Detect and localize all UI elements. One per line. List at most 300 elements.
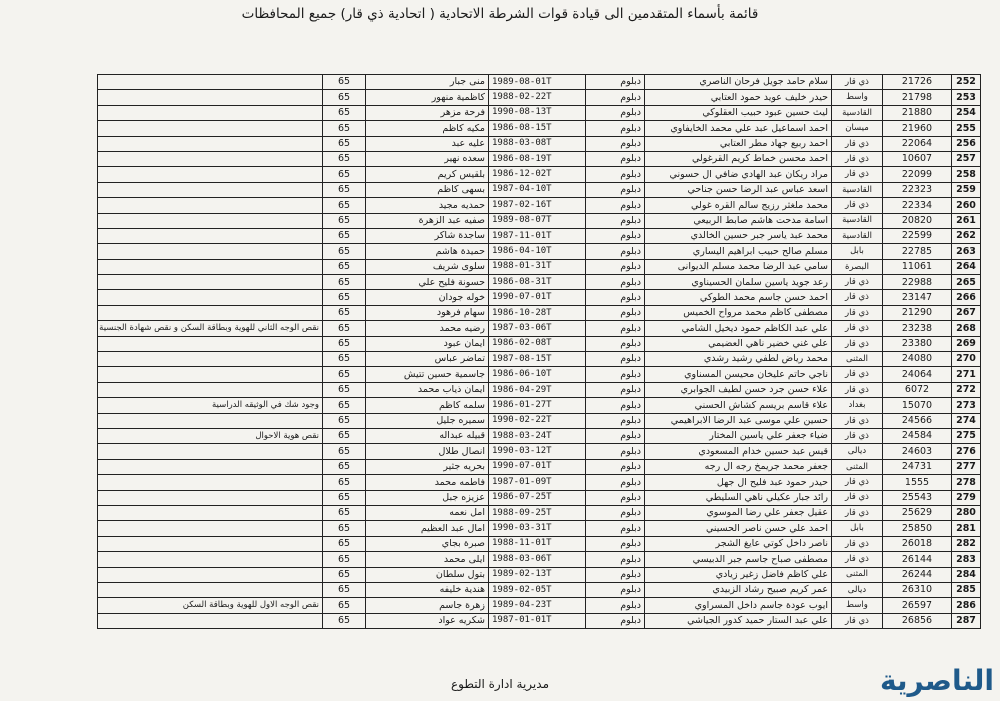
table-row <box>98 367 981 382</box>
birth-date-cell: 1990-03-12T <box>489 444 586 459</box>
mother-name-cell: ايمان ذياب محمد <box>366 382 489 397</box>
score-cell: 65 <box>323 290 366 305</box>
full-name-cell: عقيل جعفر علي رضا الموسوي <box>645 505 832 520</box>
table-row <box>98 582 981 597</box>
table-row <box>98 90 981 105</box>
birth-date-cell: 1990-07-01T <box>489 459 586 474</box>
note-cell <box>98 105 323 120</box>
birth-date-cell: 1987-01-01T <box>489 613 586 628</box>
province-cell: ميسان <box>832 121 883 136</box>
birth-date-cell: 1990-03-31T <box>489 521 586 536</box>
sequence-cell: 259 <box>952 182 981 197</box>
province-cell: ذي قار <box>832 136 883 151</box>
id-number-cell: 25850 <box>883 521 952 536</box>
qualification-cell: دبلوم <box>586 182 645 197</box>
qualification-cell: دبلوم <box>586 290 645 305</box>
table-row <box>98 244 981 259</box>
province-cell: القادسية <box>832 182 883 197</box>
score-cell: 65 <box>323 505 366 520</box>
score-cell: 65 <box>323 213 366 228</box>
qualification-cell: دبلوم <box>586 613 645 628</box>
birth-date-cell: 1988-09-25T <box>489 505 586 520</box>
qualification-cell: دبلوم <box>586 321 645 336</box>
qualification-cell: دبلوم <box>586 259 645 274</box>
note-cell: نقص هوية الاحوال <box>98 428 323 443</box>
score-cell: 65 <box>323 228 366 243</box>
province-cell: ذي قار <box>832 413 883 428</box>
table-row <box>98 105 981 120</box>
province-cell: القادسية <box>832 213 883 228</box>
full-name-cell: حسين علي موسى عبد الرضا الابراهيمي <box>645 413 832 428</box>
qualification-cell: دبلوم <box>586 151 645 166</box>
score-cell: 65 <box>323 444 366 459</box>
id-number-cell: 21798 <box>883 90 952 105</box>
province-cell: ذي قار <box>832 75 883 90</box>
qualification-cell: دبلوم <box>586 490 645 505</box>
sequence-cell: 278 <box>952 475 981 490</box>
birth-date-cell: 1988-01-31T <box>489 259 586 274</box>
mother-name-cell: انصال طلال <box>366 444 489 459</box>
table-row <box>98 598 981 613</box>
province-cell: القادسية <box>832 228 883 243</box>
score-cell: 65 <box>323 198 366 213</box>
note-cell <box>98 613 323 628</box>
birth-date-cell: 1986-08-15T <box>489 121 586 136</box>
full-name-cell: علي عبد الستار حميد كدور الجياشي <box>645 613 832 628</box>
note-cell <box>98 490 323 505</box>
table-row <box>98 552 981 567</box>
province-cell: ذي قار <box>832 490 883 505</box>
province-cell: ذي قار <box>832 305 883 320</box>
sequence-cell: 272 <box>952 382 981 397</box>
sequence-cell: 267 <box>952 305 981 320</box>
full-name-cell: حيدر حمود عبد فليح ال جهل <box>645 475 832 490</box>
province-cell: ديالى <box>832 582 883 597</box>
score-cell: 65 <box>323 321 366 336</box>
sequence-cell: 287 <box>952 613 981 628</box>
qualification-cell: دبلوم <box>586 475 645 490</box>
qualification-cell: دبلوم <box>586 336 645 351</box>
note-cell <box>98 336 323 351</box>
qualification-cell: دبلوم <box>586 598 645 613</box>
birth-date-cell: 1987-03-06T <box>489 321 586 336</box>
table-row <box>98 382 981 397</box>
sequence-cell: 268 <box>952 321 981 336</box>
note-cell <box>98 151 323 166</box>
province-cell: واسط <box>832 90 883 105</box>
birth-date-cell: 1989-02-05T <box>489 582 586 597</box>
sequence-cell: 254 <box>952 105 981 120</box>
mother-name-cell: فرحة مزهر <box>366 105 489 120</box>
birth-date-cell: 1988-03-06T <box>489 552 586 567</box>
mother-name-cell: صفيه عبد الزهرة <box>366 213 489 228</box>
sequence-cell: 286 <box>952 598 981 613</box>
note-cell <box>98 305 323 320</box>
sequence-cell: 269 <box>952 336 981 351</box>
full-name-cell: احمد حسن جاسم محمد الطوكي <box>645 290 832 305</box>
mother-name-cell: ايمان عبود <box>366 336 489 351</box>
province-cell: ذي قار <box>832 552 883 567</box>
birth-date-cell: 1987-02-16T <box>489 198 586 213</box>
qualification-cell: دبلوم <box>586 105 645 120</box>
birth-date-cell: 1987-01-09T <box>489 475 586 490</box>
note-cell <box>98 121 323 136</box>
province-cell: البصرة <box>832 259 883 274</box>
mother-name-cell: زهرة جاسم <box>366 598 489 613</box>
full-name-cell: مصطفى صباح جاسم جبر الدبيسي <box>645 552 832 567</box>
full-name-cell: ليث حسين عبود حبيب العقلوكي <box>645 105 832 120</box>
table-row <box>98 121 981 136</box>
province-cell: ذي قار <box>832 367 883 382</box>
note-cell <box>98 352 323 367</box>
full-name-cell: محمد عبد ياسر جبر حسين الخالدي <box>645 228 832 243</box>
id-number-cell: 24731 <box>883 459 952 474</box>
mother-name-cell: بحريه جثير <box>366 459 489 474</box>
id-number-cell: 21726 <box>883 75 952 90</box>
qualification-cell: دبلوم <box>586 305 645 320</box>
province-cell: ذي قار <box>832 382 883 397</box>
table-row <box>98 459 981 474</box>
full-name-cell: ضياء جعفر علي ياسين المختار <box>645 428 832 443</box>
score-cell: 65 <box>323 582 366 597</box>
score-cell: 65 <box>323 182 366 197</box>
score-cell: 65 <box>323 151 366 166</box>
note-cell <box>98 505 323 520</box>
birth-date-cell: 1986-07-25T <box>489 490 586 505</box>
birth-date-cell: 1986-04-29T <box>489 382 586 397</box>
note-cell <box>98 290 323 305</box>
table-row <box>98 336 981 351</box>
qualification-cell: دبلوم <box>586 382 645 397</box>
province-cell: ذي قار <box>832 167 883 182</box>
full-name-cell: ناجي حاتم عليخان محيسن المسناوي <box>645 367 832 382</box>
full-name-cell: رعد جويد ياسين سلمان الحسيناوي <box>645 275 832 290</box>
id-number-cell: 21880 <box>883 105 952 120</box>
province-cell: ذي قار <box>832 290 883 305</box>
mother-name-cell: حسونة فليح علي <box>366 275 489 290</box>
table-row <box>98 228 981 243</box>
note-cell: نقص الوجه الاول للهوية وبطاقة السكن <box>98 598 323 613</box>
qualification-cell: دبلوم <box>586 136 645 151</box>
mother-name-cell: رضيه محمد <box>366 321 489 336</box>
table-row <box>98 536 981 551</box>
province-cell: المثنى <box>832 459 883 474</box>
score-cell: 65 <box>323 459 366 474</box>
sequence-cell: 273 <box>952 398 981 413</box>
full-name-cell: مراد ريكان عبد الهادي ضافي ال حسوني <box>645 167 832 182</box>
sequence-cell: 282 <box>952 536 981 551</box>
note-cell <box>98 367 323 382</box>
birth-date-cell: 1988-03-08T <box>489 136 586 151</box>
full-name-cell: علاء حسن جرد حسن لطيف الجوابري <box>645 382 832 397</box>
province-cell: بغداد <box>832 398 883 413</box>
note-cell <box>98 136 323 151</box>
mother-name-cell: سميره جليل <box>366 413 489 428</box>
full-name-cell: علي عبد الكاظم حمود ديخيل الشامي <box>645 321 832 336</box>
id-number-cell: 23147 <box>883 290 952 305</box>
score-cell: 65 <box>323 536 366 551</box>
province-cell: ذي قار <box>832 536 883 551</box>
score-cell: 65 <box>323 598 366 613</box>
qualification-cell: دبلوم <box>586 428 645 443</box>
qualification-cell: دبلوم <box>586 521 645 536</box>
full-name-cell: علاء قاسم بريسم كشاش الحسني <box>645 398 832 413</box>
birth-date-cell: 1990-08-13T <box>489 105 586 120</box>
mother-name-cell: بتول سلطان <box>366 567 489 582</box>
id-number-cell: 26856 <box>883 613 952 628</box>
table-row <box>98 490 981 505</box>
full-name-cell: احمد محسن خماط كريم القرغولي <box>645 151 832 166</box>
full-name-cell: محمد ملغثر رزيج سالم القره غولي <box>645 198 832 213</box>
note-cell <box>98 567 323 582</box>
page-title: قائمة بأسماء المتقدمين الى قيادة قوات الشرطة الاتحادية ( اتحادية ذي قار) جميع المحافظات <box>241 6 759 22</box>
table-row <box>98 505 981 520</box>
full-name-cell: مسلم صالح حبيب ابراهيم اليساري <box>645 244 832 259</box>
id-number-cell: 22988 <box>883 275 952 290</box>
qualification-cell: دبلوم <box>586 244 645 259</box>
id-number-cell: 1555 <box>883 475 952 490</box>
applicants-table <box>97 74 981 629</box>
mother-name-cell: صبرة بجاي <box>366 536 489 551</box>
mother-name-cell: خوله جودان <box>366 290 489 305</box>
note-cell <box>98 167 323 182</box>
id-number-cell: 11061 <box>883 259 952 274</box>
mother-name-cell: بسهى كاظم <box>366 182 489 197</box>
footer-title: مديرية ادارة التطوع <box>451 677 549 691</box>
sequence-cell: 261 <box>952 213 981 228</box>
id-number-cell: 26597 <box>883 598 952 613</box>
id-number-cell: 26310 <box>883 582 952 597</box>
province-cell: ذي قار <box>832 321 883 336</box>
province-cell: القادسية <box>832 105 883 120</box>
table-row <box>98 413 981 428</box>
province-cell: ذي قار <box>832 428 883 443</box>
note-cell <box>98 536 323 551</box>
sequence-cell: 276 <box>952 444 981 459</box>
mother-name-cell: امل نعمه <box>366 505 489 520</box>
full-name-cell: احمد اسماعيل عبد علي محمد الخايفاوي <box>645 121 832 136</box>
province-cell: ذي قار <box>832 275 883 290</box>
birth-date-cell: 1986-12-02T <box>489 167 586 182</box>
birth-date-cell: 1986-06-10T <box>489 367 586 382</box>
qualification-cell: دبلوم <box>586 213 645 228</box>
note-cell <box>98 382 323 397</box>
province-cell: بابل <box>832 521 883 536</box>
birth-date-cell: 1989-02-13T <box>489 567 586 582</box>
note-cell <box>98 521 323 536</box>
table-row <box>98 259 981 274</box>
mother-name-cell: عزيزه جبل <box>366 490 489 505</box>
sequence-cell: 263 <box>952 244 981 259</box>
birth-date-cell: 1987-04-10T <box>489 182 586 197</box>
table-row <box>98 444 981 459</box>
table-row <box>98 321 981 336</box>
note-cell <box>98 275 323 290</box>
province-cell: ذي قار <box>832 198 883 213</box>
id-number-cell: 22099 <box>883 167 952 182</box>
sequence-cell: 262 <box>952 228 981 243</box>
province-cell: ذي قار <box>832 613 883 628</box>
table-row <box>98 613 981 628</box>
qualification-cell: دبلوم <box>586 567 645 582</box>
table-row <box>98 567 981 582</box>
id-number-cell: 24603 <box>883 444 952 459</box>
id-number-cell: 22599 <box>883 228 952 243</box>
birth-date-cell: 1987-08-15T <box>489 352 586 367</box>
mother-name-cell: حمديه مجيد <box>366 198 489 213</box>
watermark-logo: الناصرية <box>879 664 994 697</box>
score-cell: 65 <box>323 382 366 397</box>
mother-name-cell: عليه عبد <box>366 136 489 151</box>
score-cell: 65 <box>323 167 366 182</box>
id-number-cell: 23238 <box>883 321 952 336</box>
sequence-cell: 256 <box>952 136 981 151</box>
table-row <box>98 151 981 166</box>
full-name-cell: قيس عبد حسين خدام المسعودي <box>645 444 832 459</box>
full-name-cell: رائد جبار عكيلي ناهي السليطي <box>645 490 832 505</box>
note-cell: وجود شك في الوثيقه الدراسية <box>98 398 323 413</box>
id-number-cell: 22323 <box>883 182 952 197</box>
mother-name-cell: جاسمية حسين تتيش <box>366 367 489 382</box>
sequence-cell: 277 <box>952 459 981 474</box>
score-cell: 65 <box>323 244 366 259</box>
sequence-cell: 257 <box>952 151 981 166</box>
id-number-cell: 20820 <box>883 213 952 228</box>
full-name-cell: سامي عبد الرضا محمد مسلم الديوانى <box>645 259 832 274</box>
qualification-cell: دبلوم <box>586 552 645 567</box>
sequence-cell: 260 <box>952 198 981 213</box>
id-number-cell: 21290 <box>883 305 952 320</box>
sequence-cell: 280 <box>952 505 981 520</box>
mother-name-cell: منى جبار <box>366 75 489 90</box>
note-cell <box>98 552 323 567</box>
id-number-cell: 10607 <box>883 151 952 166</box>
sequence-cell: 275 <box>952 428 981 443</box>
mother-name-cell: سهام فرهود <box>366 305 489 320</box>
mother-name-cell: قبيله عبداله <box>366 428 489 443</box>
full-name-cell: علي كاظم فاضل زغير زيادي <box>645 567 832 582</box>
table-row <box>98 398 981 413</box>
id-number-cell: 24064 <box>883 367 952 382</box>
score-cell: 65 <box>323 352 366 367</box>
sequence-cell: 281 <box>952 521 981 536</box>
full-name-cell: احمد ربيع جهاد مطر العتابي <box>645 136 832 151</box>
id-number-cell: 25629 <box>883 505 952 520</box>
birth-date-cell: 1986-02-08T <box>489 336 586 351</box>
note-cell <box>98 475 323 490</box>
province-cell: المثنى <box>832 352 883 367</box>
table-row <box>98 213 981 228</box>
note-cell <box>98 582 323 597</box>
note-cell <box>98 228 323 243</box>
qualification-cell: دبلوم <box>586 198 645 213</box>
sequence-cell: 258 <box>952 167 981 182</box>
table-row <box>98 305 981 320</box>
full-name-cell: ايوب عودة جاسم داخل المسراوي <box>645 598 832 613</box>
id-number-cell: 22064 <box>883 136 952 151</box>
province-cell: المثنى <box>832 567 883 582</box>
birth-date-cell: 1990-07-01T <box>489 290 586 305</box>
score-cell: 65 <box>323 275 366 290</box>
table-row <box>98 167 981 182</box>
qualification-cell: دبلوم <box>586 352 645 367</box>
qualification-cell: دبلوم <box>586 121 645 136</box>
id-number-cell: 21960 <box>883 121 952 136</box>
province-cell: واسط <box>832 598 883 613</box>
province-cell: ديالى <box>832 444 883 459</box>
id-number-cell: 22785 <box>883 244 952 259</box>
full-name-cell: علي غني خضير ناهي العضيمي <box>645 336 832 351</box>
qualification-cell: دبلوم <box>586 90 645 105</box>
score-cell: 65 <box>323 90 366 105</box>
score-cell: 65 <box>323 428 366 443</box>
note-cell <box>98 182 323 197</box>
qualification-cell: دبلوم <box>586 444 645 459</box>
qualification-cell: دبلوم <box>586 75 645 90</box>
birth-date-cell: 1986-08-31T <box>489 275 586 290</box>
score-cell: 65 <box>323 413 366 428</box>
full-name-cell: اسعد عباس عبد الرضا حسن جناحي <box>645 182 832 197</box>
qualification-cell: دبلوم <box>586 505 645 520</box>
score-cell: 65 <box>323 567 366 582</box>
mother-name-cell: سعده نهير <box>366 151 489 166</box>
qualification-cell: دبلوم <box>586 367 645 382</box>
birth-date-cell: 1986-10-28T <box>489 305 586 320</box>
table-row <box>98 428 981 443</box>
full-name-cell: محمد رياض لطفي رشيد رشدي <box>645 352 832 367</box>
birth-date-cell: 1988-03-24T <box>489 428 586 443</box>
sequence-cell: 279 <box>952 490 981 505</box>
note-cell <box>98 244 323 259</box>
province-cell: بابل <box>832 244 883 259</box>
mother-name-cell: سلوى شريف <box>366 259 489 274</box>
note-cell <box>98 259 323 274</box>
score-cell: 65 <box>323 136 366 151</box>
id-number-cell: 26018 <box>883 536 952 551</box>
sequence-cell: 264 <box>952 259 981 274</box>
id-number-cell: 22334 <box>883 198 952 213</box>
full-name-cell: حيدر خليف عويد حمود العتابي <box>645 90 832 105</box>
table-row <box>98 182 981 197</box>
mother-name-cell: حميدة هاشم <box>366 244 489 259</box>
sequence-cell: 266 <box>952 290 981 305</box>
qualification-cell: دبلوم <box>586 582 645 597</box>
note-cell <box>98 213 323 228</box>
note-cell <box>98 459 323 474</box>
id-number-cell: 26144 <box>883 552 952 567</box>
id-number-cell: 24566 <box>883 413 952 428</box>
sequence-cell: 271 <box>952 367 981 382</box>
birth-date-cell: 1986-01-27T <box>489 398 586 413</box>
province-cell: ذي قار <box>832 336 883 351</box>
birth-date-cell: 1990-02-22T <box>489 413 586 428</box>
id-number-cell: 24080 <box>883 352 952 367</box>
sequence-cell: 284 <box>952 567 981 582</box>
mother-name-cell: مكيه كاظم <box>366 121 489 136</box>
id-number-cell: 26244 <box>883 567 952 582</box>
score-cell: 65 <box>323 367 366 382</box>
sequence-cell: 252 <box>952 75 981 90</box>
score-cell: 65 <box>323 475 366 490</box>
birth-date-cell: 1988-02-22T <box>489 90 586 105</box>
score-cell: 65 <box>323 521 366 536</box>
mother-name-cell: بلقيس كريم <box>366 167 489 182</box>
applicants-table-body <box>98 75 981 629</box>
table-row <box>98 275 981 290</box>
score-cell: 65 <box>323 305 366 320</box>
id-number-cell: 23380 <box>883 336 952 351</box>
sequence-cell: 274 <box>952 413 981 428</box>
